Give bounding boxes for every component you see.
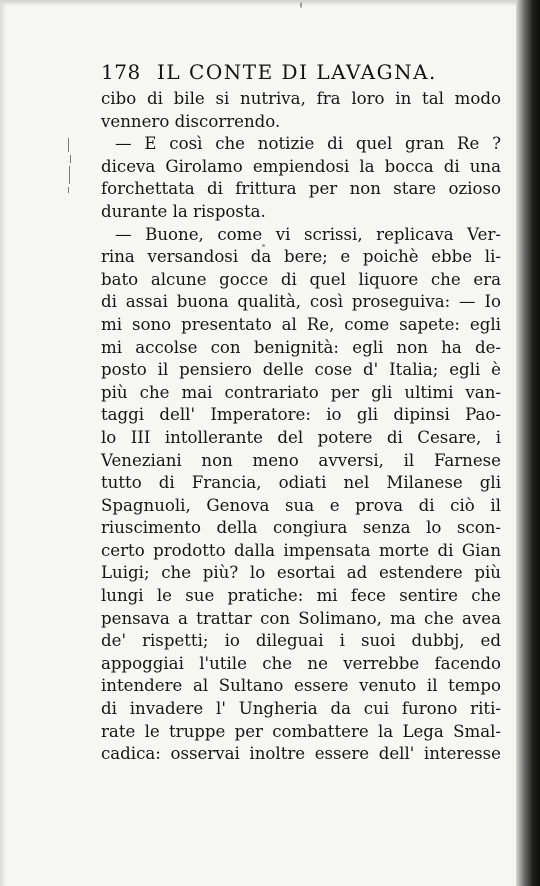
text-line: Spagnuoli, Genova sua e prova di ciò il (101, 495, 501, 515)
text-line: forchettata di frittura per non stare ozioso (101, 179, 501, 199)
text-line: rina versandosi da bere; e poichè ebbe li- (101, 247, 501, 267)
text-line: diceva Girolamo empiendosi la bocca di una (101, 156, 501, 176)
scan-shadow-left (0, 0, 6, 886)
text-line: intendere al Sultano essere venuto il tempo (101, 676, 501, 696)
text-line: più che mai contrariato per gli ultimi van- (101, 382, 501, 402)
text-line: de' rispetti; io dileguai i suoi dubbj, ed (101, 631, 501, 651)
page-binding-edge (516, 0, 540, 886)
text-line: — Buone, come vi scrissi, replicava Ver- (115, 224, 501, 244)
scan-shadow-top (0, 0, 540, 6)
body-text (101, 88, 501, 766)
text-line: appoggiai l'utile che ne verrebbe facendo (101, 653, 501, 673)
text-line: pensava a trattar con Solimano, ma che avea (101, 608, 501, 628)
text-line: cibo di bile si nutriva, fra loro in tal modo (101, 89, 501, 108)
text-line: posto il pensiero delle cose d' Italia; egli è (101, 360, 501, 380)
text-line: tutto di Francia, odiati nel Milanese gli (101, 473, 501, 493)
text-line: taggi dell' Imperatore: io gli dipinsi Pao- (101, 405, 501, 425)
running-header (101, 60, 501, 90)
text-line: mi sono presentato al Re, come sapete: egli (101, 314, 501, 334)
text-line: lo III intollerante del potere di Cesare, i (101, 427, 501, 447)
text-line: durante la risposta. (101, 201, 266, 221)
text-line: lungi le sue pratiche: mi fece sentire che (101, 586, 501, 606)
text-line: cadica: osservai inoltre essere dell' interesse (101, 744, 501, 764)
text-line: di invadere l' Ungheria da cui furono riti- (101, 699, 501, 719)
text-line: bato alcune gocce di quel liquore che era (101, 269, 501, 289)
text-line: Luigi; che più? lo esortai ad estendere più (101, 563, 501, 583)
text-line: mi accolse con benignità: egli non ha de- (101, 337, 501, 357)
text-line: di assai buona qualità, così proseguiva: — Io (101, 292, 501, 312)
text-line: rate le truppe per combattere la Lega Smal- (101, 721, 501, 741)
text-line: — E così che notizie di quel gran Re ? (115, 134, 501, 154)
text-line: vennero discorrendo. (101, 111, 281, 131)
page-number: 178 (101, 60, 141, 84)
text-line: riuscimento della congiura senza lo scon- (101, 518, 501, 538)
text-line: certo prodotto dalla impensata morte di Gian (101, 540, 501, 560)
running-title: IL CONTE DI LAVAGNA. (157, 60, 437, 84)
margin-ink-marks (68, 138, 80, 208)
scan-speck (300, 2, 302, 8)
text-line: Veneziani non meno avversi, il Farnese (101, 450, 501, 470)
